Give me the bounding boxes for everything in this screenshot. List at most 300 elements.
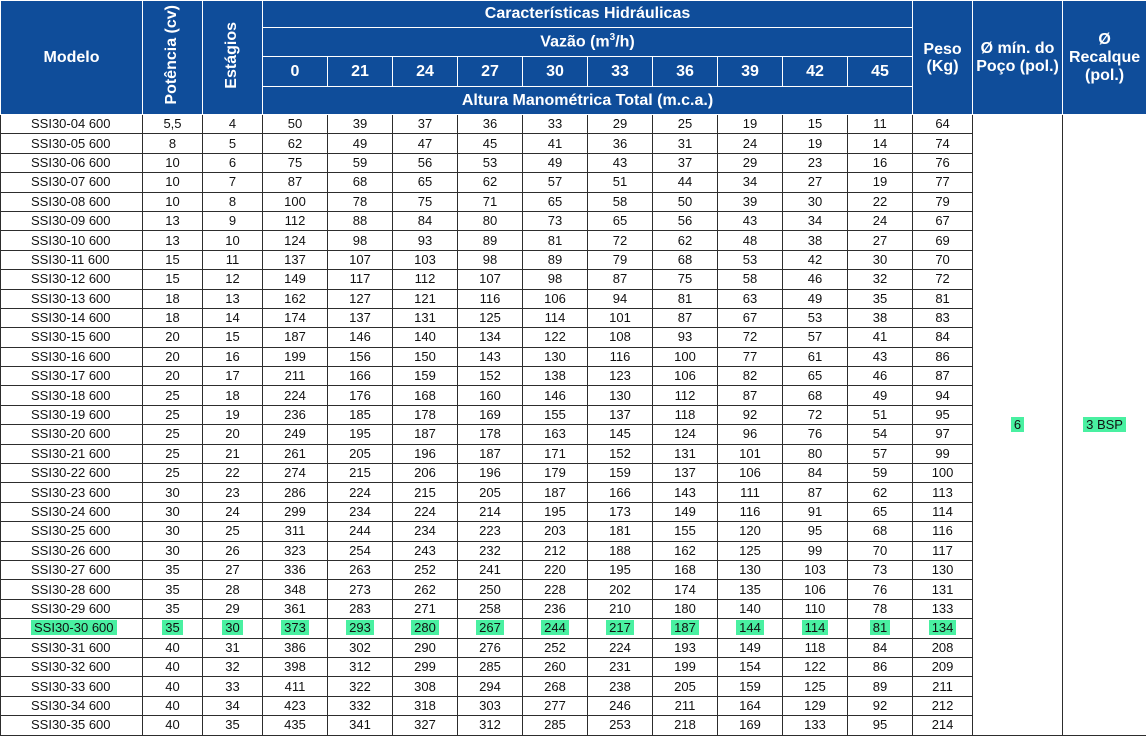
table-cell: 140 xyxy=(393,328,458,347)
table-cell: 302 xyxy=(328,638,393,657)
table-cell: 166 xyxy=(328,367,393,386)
table-cell: 101 xyxy=(718,444,783,463)
table-cell: 125 xyxy=(458,308,523,327)
table-cell: 34 xyxy=(718,173,783,192)
table-cell: SSI30-11 600 xyxy=(1,250,143,269)
table-cell: 276 xyxy=(458,638,523,657)
table-cell: 103 xyxy=(393,250,458,269)
table-cell: 99 xyxy=(783,541,848,560)
table-cell: 14 xyxy=(203,308,263,327)
table-cell: 212 xyxy=(523,541,588,560)
table-cell: 96 xyxy=(718,425,783,444)
table-cell: 263 xyxy=(328,560,393,579)
table-cell: 22 xyxy=(203,464,263,483)
table-cell: 47 xyxy=(393,134,458,153)
table-cell: 24 xyxy=(848,211,913,230)
header-peso: Peso (Kg) xyxy=(913,1,973,115)
table-cell: 120 xyxy=(718,522,783,541)
table-cell: 214 xyxy=(458,502,523,521)
table-cell: 159 xyxy=(588,464,653,483)
table-cell: SSI30-12 600 xyxy=(1,270,143,289)
table-cell: 106 xyxy=(523,289,588,308)
table-cell: 208 xyxy=(913,638,973,657)
table-cell: 64 xyxy=(913,115,973,134)
table-cell: 57 xyxy=(783,328,848,347)
table-cell: 274 xyxy=(263,464,328,483)
table-cell: 224 xyxy=(328,483,393,502)
table-cell: 68 xyxy=(653,250,718,269)
table-cell: 129 xyxy=(783,696,848,715)
table-cell: 124 xyxy=(653,425,718,444)
table-cell: 35 xyxy=(143,580,203,599)
table-cell: 32 xyxy=(848,270,913,289)
table-cell: 95 xyxy=(913,405,973,424)
table-cell: 79 xyxy=(588,250,653,269)
table-cell: 152 xyxy=(458,367,523,386)
table-cell: 112 xyxy=(393,270,458,289)
table-cell: 149 xyxy=(653,502,718,521)
table-cell: 18 xyxy=(143,289,203,308)
table-cell: 81 xyxy=(913,289,973,308)
table-cell: 43 xyxy=(848,347,913,366)
table-cell: 238 xyxy=(588,677,653,696)
table-cell: 268 xyxy=(523,677,588,696)
table-cell: 111 xyxy=(718,483,783,502)
table-cell: 65 xyxy=(523,192,588,211)
table-cell: 152 xyxy=(588,444,653,463)
table-cell: SSI30-33 600 xyxy=(1,677,143,696)
table-cell: 25 xyxy=(143,405,203,424)
header-flow: 21 xyxy=(328,57,393,87)
table-cell: 72 xyxy=(588,231,653,250)
table-cell: 78 xyxy=(328,192,393,211)
table-cell: 294 xyxy=(458,677,523,696)
table-cell: 84 xyxy=(913,328,973,347)
table-cell: 81 xyxy=(653,289,718,308)
table-cell: 112 xyxy=(263,211,328,230)
table-cell: 50 xyxy=(263,115,328,134)
table-cell: 236 xyxy=(263,405,328,424)
table-cell: 210 xyxy=(588,599,653,618)
table-cell: 341 xyxy=(328,716,393,735)
table-cell: 65 xyxy=(848,502,913,521)
table-cell: SSI30-06 600 xyxy=(1,153,143,172)
table-row xyxy=(1,115,1146,134)
table-cell: 116 xyxy=(718,502,783,521)
table-cell: 25 xyxy=(143,425,203,444)
header-vazao-sup: 3 xyxy=(609,32,616,44)
table-cell xyxy=(263,619,328,638)
table-cell: 78 xyxy=(848,599,913,618)
table-cell: 54 xyxy=(848,425,913,444)
table-cell: 187 xyxy=(523,483,588,502)
table-cell: 398 xyxy=(263,657,328,676)
table-cell: SSI30-25 600 xyxy=(1,522,143,541)
table-cell: 162 xyxy=(653,541,718,560)
table-cell: SSI30-24 600 xyxy=(1,502,143,521)
table-cell: 84 xyxy=(783,464,848,483)
table-cell: 30 xyxy=(143,502,203,521)
table-cell: 62 xyxy=(458,173,523,192)
table-cell: 80 xyxy=(783,444,848,463)
table-cell xyxy=(848,619,913,638)
table-cell: 27 xyxy=(783,173,848,192)
table-cell: 164 xyxy=(718,696,783,715)
table-cell: 67 xyxy=(718,308,783,327)
table-cell: 53 xyxy=(783,308,848,327)
highlighted-value: 35 xyxy=(162,620,182,635)
table-cell: 15 xyxy=(143,270,203,289)
table-cell: 27 xyxy=(203,560,263,579)
table-cell: 149 xyxy=(263,270,328,289)
table-cell: 89 xyxy=(848,677,913,696)
table-cell: 98 xyxy=(458,250,523,269)
table-cell: 174 xyxy=(653,580,718,599)
table-cell: 39 xyxy=(718,192,783,211)
table-cell: 13 xyxy=(143,231,203,250)
table-cell: 67 xyxy=(913,211,973,230)
table-cell: 220 xyxy=(523,560,588,579)
header-vazao-end: /h) xyxy=(615,33,635,51)
table-cell: 166 xyxy=(588,483,653,502)
table-cell: 122 xyxy=(523,328,588,347)
table-cell: 15 xyxy=(203,328,263,347)
table-cell: 58 xyxy=(588,192,653,211)
table-cell: 137 xyxy=(263,250,328,269)
table-cell: SSI30-08 600 xyxy=(1,192,143,211)
header-potencia xyxy=(143,1,203,115)
table-cell: 332 xyxy=(328,696,393,715)
highlighted-value: 30 xyxy=(222,620,242,635)
header-flow: 42 xyxy=(783,57,848,87)
table-cell: 123 xyxy=(588,367,653,386)
table-cell: 205 xyxy=(653,677,718,696)
table-cell: 130 xyxy=(913,560,973,579)
table-cell: 113 xyxy=(913,483,973,502)
table-cell: 94 xyxy=(588,289,653,308)
table-cell: SSI30-34 600 xyxy=(1,696,143,715)
table-cell: 249 xyxy=(263,425,328,444)
table-cell: 89 xyxy=(523,250,588,269)
table-cell: 212 xyxy=(913,696,973,715)
table-cell: 95 xyxy=(848,716,913,735)
highlighted-value: 134 xyxy=(929,620,957,635)
table-cell: 312 xyxy=(458,716,523,735)
table-cell: 42 xyxy=(783,250,848,269)
table-cell: 16 xyxy=(848,153,913,172)
table-cell: SSI30-17 600 xyxy=(1,367,143,386)
table-cell: SSI30-26 600 xyxy=(1,541,143,560)
table-cell: 205 xyxy=(328,444,393,463)
table-cell: 146 xyxy=(523,386,588,405)
table-cell: 10 xyxy=(143,173,203,192)
table-cell: 25 xyxy=(203,522,263,541)
table-cell: 76 xyxy=(848,580,913,599)
header-vazao-text: Vazão (m xyxy=(540,33,610,51)
table-cell: 97 xyxy=(913,425,973,444)
table-cell: 195 xyxy=(588,560,653,579)
table-cell: 24 xyxy=(203,502,263,521)
table-cell: 156 xyxy=(328,347,393,366)
table-cell: 79 xyxy=(913,192,973,211)
table-cell: 244 xyxy=(328,522,393,541)
header-potencia-label: Potência (cv) xyxy=(163,5,181,105)
table-cell: 150 xyxy=(393,347,458,366)
header-caracteristicas: Características Hidráulicas xyxy=(263,1,913,28)
table-cell: 271 xyxy=(393,599,458,618)
table-cell: 23 xyxy=(203,483,263,502)
table-cell: 114 xyxy=(523,308,588,327)
table-cell: 118 xyxy=(783,638,848,657)
table-cell: 138 xyxy=(523,367,588,386)
table-cell: 62 xyxy=(263,134,328,153)
table-cell: 159 xyxy=(393,367,458,386)
table-cell: 40 xyxy=(143,696,203,715)
table-cell: 33 xyxy=(523,115,588,134)
table-cell: 72 xyxy=(718,328,783,347)
table-cell: 163 xyxy=(523,425,588,444)
table-cell: 41 xyxy=(848,328,913,347)
table-cell: 209 xyxy=(913,657,973,676)
table-cell: 93 xyxy=(653,328,718,347)
table-cell: 121 xyxy=(393,289,458,308)
table-cell: 224 xyxy=(393,502,458,521)
poco-value: 6 xyxy=(1011,417,1024,432)
table-cell: SSI30-20 600 xyxy=(1,425,143,444)
highlighted-value: 373 xyxy=(281,620,309,635)
table-cell: 241 xyxy=(458,560,523,579)
table-cell: 74 xyxy=(913,134,973,153)
table-cell: 62 xyxy=(653,231,718,250)
header-flow: 39 xyxy=(718,57,783,87)
table-cell: 290 xyxy=(393,638,458,657)
table-cell: 154 xyxy=(718,657,783,676)
table-cell: SSI30-04 600 xyxy=(1,115,143,134)
table-cell: 336 xyxy=(263,560,328,579)
highlighted-value: 280 xyxy=(411,620,439,635)
table-cell: 12 xyxy=(203,270,263,289)
table-cell: 57 xyxy=(848,444,913,463)
table-cell: 254 xyxy=(328,541,393,560)
table-cell: 246 xyxy=(588,696,653,715)
table-cell: SSI30-14 600 xyxy=(1,308,143,327)
table-cell: 77 xyxy=(718,347,783,366)
table-cell: SSI30-31 600 xyxy=(1,638,143,657)
table-cell: 20 xyxy=(143,328,203,347)
table-cell: 91 xyxy=(783,502,848,521)
table-cell: 19 xyxy=(783,134,848,153)
header-poco: Ø mín. do Poço (pol.) xyxy=(973,1,1063,115)
table-cell: 236 xyxy=(523,599,588,618)
table-cell: 348 xyxy=(263,580,328,599)
table-cell: 27 xyxy=(848,231,913,250)
table-cell: 171 xyxy=(523,444,588,463)
table-cell: 101 xyxy=(588,308,653,327)
table-cell: 243 xyxy=(393,541,458,560)
highlighted-value: 244 xyxy=(541,620,569,635)
table-cell: 94 xyxy=(913,386,973,405)
highlighted-value: 267 xyxy=(476,620,504,635)
table-cell: 25 xyxy=(653,115,718,134)
table-cell: 38 xyxy=(848,308,913,327)
table-cell: 18 xyxy=(203,386,263,405)
table-cell: SSI30-15 600 xyxy=(1,328,143,347)
table-cell: 252 xyxy=(393,560,458,579)
table-cell: 169 xyxy=(718,716,783,735)
table-cell: 145 xyxy=(588,425,653,444)
table-cell: 116 xyxy=(588,347,653,366)
table-cell: 65 xyxy=(783,367,848,386)
table-cell xyxy=(393,619,458,638)
table-cell: 81 xyxy=(523,231,588,250)
header-flow: 30 xyxy=(523,57,588,87)
table-cell: 250 xyxy=(458,580,523,599)
table-cell: 168 xyxy=(653,560,718,579)
table-cell: SSI30-09 600 xyxy=(1,211,143,230)
highlighted-value: 293 xyxy=(346,620,374,635)
header-recalque: Ø Recalque (pol.) xyxy=(1063,1,1146,115)
table-cell: SSI30-10 600 xyxy=(1,231,143,250)
table-cell: 168 xyxy=(393,386,458,405)
highlighted-value: SSI30-30 600 xyxy=(31,620,117,635)
table-cell: 76 xyxy=(913,153,973,172)
table-cell: 146 xyxy=(328,328,393,347)
table-cell: 5,5 xyxy=(143,115,203,134)
table-cell: 199 xyxy=(263,347,328,366)
table-cell: 143 xyxy=(458,347,523,366)
table-cell: 178 xyxy=(458,425,523,444)
table-cell: 71 xyxy=(458,192,523,211)
header-flow: 24 xyxy=(393,57,458,87)
table-cell: 30 xyxy=(848,250,913,269)
table-cell: 61 xyxy=(783,347,848,366)
table-cell xyxy=(913,619,973,638)
table-cell: 215 xyxy=(328,464,393,483)
table-cell: 361 xyxy=(263,599,328,618)
table-cell: 87 xyxy=(653,308,718,327)
table-cell: SSI30-16 600 xyxy=(1,347,143,366)
table-cell: 10 xyxy=(203,231,263,250)
table-cell: 253 xyxy=(588,716,653,735)
table-cell: 149 xyxy=(718,638,783,657)
table-cell: 312 xyxy=(328,657,393,676)
table-cell: 179 xyxy=(523,464,588,483)
table-cell: 35 xyxy=(143,560,203,579)
table-cell: 386 xyxy=(263,638,328,657)
table-cell: 195 xyxy=(523,502,588,521)
poco-value-cell xyxy=(973,115,1063,736)
table-cell: 35 xyxy=(848,289,913,308)
table-cell: 11 xyxy=(848,115,913,134)
table-cell: 178 xyxy=(393,405,458,424)
table-cell: 107 xyxy=(458,270,523,289)
table-cell: SSI30-23 600 xyxy=(1,483,143,502)
table-cell: 13 xyxy=(203,289,263,308)
table-cell: 187 xyxy=(458,444,523,463)
table-cell: 214 xyxy=(913,716,973,735)
table-cell: 20 xyxy=(143,367,203,386)
table-cell: 135 xyxy=(718,580,783,599)
table-cell: 33 xyxy=(203,677,263,696)
table-cell: 68 xyxy=(848,522,913,541)
table-cell: SSI30-05 600 xyxy=(1,134,143,153)
table-cell: 327 xyxy=(393,716,458,735)
table-cell xyxy=(328,619,393,638)
table-cell: 203 xyxy=(523,522,588,541)
table-cell: 127 xyxy=(328,289,393,308)
table-cell: 231 xyxy=(588,657,653,676)
table-cell: 116 xyxy=(458,289,523,308)
table-cell: 25 xyxy=(143,386,203,405)
table-cell: 4 xyxy=(203,115,263,134)
table-cell: 160 xyxy=(458,386,523,405)
table-cell xyxy=(653,619,718,638)
highlighted-value: 144 xyxy=(736,620,764,635)
table-cell: SSI30-35 600 xyxy=(1,716,143,735)
table-cell: 68 xyxy=(783,386,848,405)
table-cell: 116 xyxy=(913,522,973,541)
header-modelo: Modelo xyxy=(1,1,143,115)
table-cell: 100 xyxy=(653,347,718,366)
table-cell: 16 xyxy=(203,347,263,366)
table-cell: 58 xyxy=(718,270,783,289)
header-vazao xyxy=(263,28,913,57)
table-cell: 50 xyxy=(653,192,718,211)
table-cell: 286 xyxy=(263,483,328,502)
table-cell: 43 xyxy=(718,211,783,230)
table-cell: 73 xyxy=(523,211,588,230)
table-cell: 195 xyxy=(328,425,393,444)
table-cell: SSI30-13 600 xyxy=(1,289,143,308)
table-cell: 80 xyxy=(458,211,523,230)
table-cell: 49 xyxy=(848,386,913,405)
header-flow: 0 xyxy=(263,57,328,87)
table-cell: 51 xyxy=(588,173,653,192)
table-cell: 8 xyxy=(143,134,203,153)
table-cell: 155 xyxy=(653,522,718,541)
table-cell: 75 xyxy=(393,192,458,211)
table-cell: 15 xyxy=(783,115,848,134)
table-cell: 57 xyxy=(523,173,588,192)
table-cell: 98 xyxy=(328,231,393,250)
table-cell: 181 xyxy=(588,522,653,541)
table-cell: 143 xyxy=(653,483,718,502)
table-cell: 187 xyxy=(393,425,458,444)
table-cell: 40 xyxy=(143,638,203,657)
highlighted-value: 114 xyxy=(802,620,829,635)
table-cell: 15 xyxy=(143,250,203,269)
table-cell: 63 xyxy=(718,289,783,308)
highlighted-value: 187 xyxy=(671,620,699,635)
table-cell: 62 xyxy=(848,483,913,502)
table-cell: 25 xyxy=(143,464,203,483)
table-cell: 41 xyxy=(523,134,588,153)
table-cell: 423 xyxy=(263,696,328,715)
table-cell: 30 xyxy=(143,483,203,502)
table-cell: 49 xyxy=(328,134,393,153)
table-cell: 34 xyxy=(203,696,263,715)
table-cell: SSI30-07 600 xyxy=(1,173,143,192)
table-cell xyxy=(1,619,143,638)
table-cell xyxy=(783,619,848,638)
table-cell: 20 xyxy=(203,425,263,444)
table-cell: 37 xyxy=(653,153,718,172)
table-cell: 51 xyxy=(848,405,913,424)
table-cell: 48 xyxy=(718,231,783,250)
header-altura: Altura Manométrica Total (m.c.a.) xyxy=(263,87,913,115)
table-cell: 87 xyxy=(913,367,973,386)
table-cell: 176 xyxy=(328,386,393,405)
